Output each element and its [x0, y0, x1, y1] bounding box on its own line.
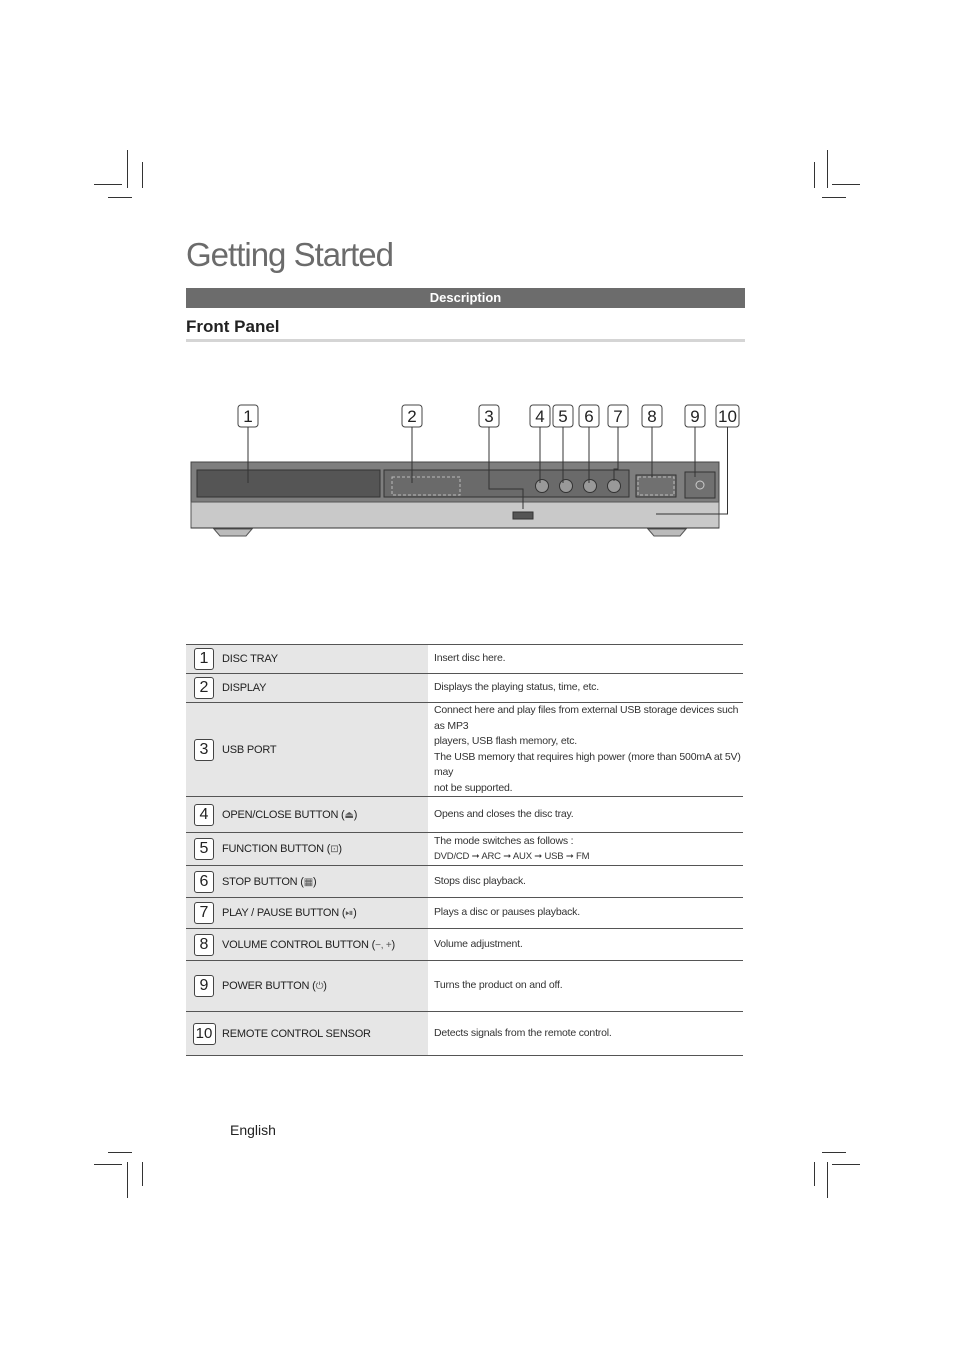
crop-mark	[814, 1162, 815, 1186]
table-row	[186, 929, 743, 961]
item-description: Volume adjustment.	[434, 937, 523, 950]
crop-mark	[108, 1152, 132, 1153]
crop-mark	[127, 1162, 128, 1198]
item-name-end: )	[353, 907, 357, 919]
table-row	[186, 703, 743, 797]
table-row	[186, 1012, 743, 1056]
item-name: USB PORT	[222, 743, 277, 756]
row-number: 5	[194, 838, 214, 860]
row-number: 8	[194, 934, 214, 956]
stop-button	[584, 480, 597, 493]
svg-text:5: 5	[558, 407, 568, 426]
item-name-end: )	[353, 808, 358, 821]
callout-1	[238, 405, 258, 427]
crop-mark	[108, 197, 132, 198]
item-name: POWER BUTTON (	[222, 980, 316, 992]
power-icon: ⏻	[315, 981, 324, 992]
crop-mark	[814, 162, 815, 188]
callout-9	[685, 405, 705, 427]
svg-text:1: 1	[243, 407, 253, 426]
row-number: 7	[194, 902, 214, 924]
item-description: Turns the product on and off.	[434, 979, 563, 992]
svg-text:7: 7	[613, 407, 623, 426]
crop-mark	[127, 150, 128, 188]
play-pause-button	[608, 480, 621, 493]
function-button	[560, 480, 573, 493]
row-number: 3	[194, 739, 214, 761]
row-number: 2	[194, 677, 214, 699]
row-number: 6	[194, 871, 214, 893]
callout-3	[479, 405, 499, 427]
function-icon: ⊡	[330, 844, 339, 855]
callout-10	[716, 405, 739, 427]
stop-icon: ▦	[303, 876, 313, 888]
chapter-title: Getting Started	[186, 236, 393, 273]
open-close-button	[536, 480, 549, 493]
item-description: Displays the playing status, time, etc.	[434, 681, 599, 694]
svg-text:4: 4	[535, 407, 545, 426]
crop-mark	[822, 197, 846, 198]
row-number: 9	[194, 975, 214, 997]
description-table	[186, 644, 743, 1056]
item-description: Insert disc here.	[434, 652, 506, 665]
svg-text:8: 8	[647, 407, 657, 426]
table-row	[186, 833, 743, 866]
callout-6	[579, 405, 599, 427]
item-description: players, USB flash memory, etc.	[434, 735, 577, 747]
item-name: FUNCTION BUTTON (	[222, 843, 331, 855]
crop-mark	[827, 150, 828, 188]
item-description: Plays a disc or pauses playback.	[434, 906, 580, 919]
row-number: 1	[194, 648, 214, 670]
item-description: The mode switches as follows :	[434, 834, 574, 847]
item-name: DISC TRAY	[222, 653, 278, 665]
table-row	[186, 866, 743, 898]
subsection-rule	[186, 339, 745, 342]
item-name: REMOTE CONTROL SENSOR	[222, 1027, 371, 1040]
svg-text:10: 10	[718, 407, 737, 426]
crop-mark	[827, 1162, 828, 1198]
front-panel-diagram	[186, 395, 745, 545]
item-name: DISPLAY	[222, 682, 267, 694]
table-row	[186, 898, 743, 929]
svg-text:3: 3	[484, 407, 494, 426]
row-number: 10	[193, 1023, 216, 1045]
svg-text:9: 9	[690, 407, 700, 426]
usb-port	[513, 512, 533, 519]
svg-text:6: 6	[584, 407, 594, 426]
callout-8	[642, 405, 662, 427]
callout-4	[530, 405, 550, 427]
item-name-end: )	[391, 938, 395, 951]
item-name: PLAY / PAUSE BUTTON (	[222, 907, 346, 919]
power-button	[685, 472, 715, 498]
device-foot	[214, 529, 252, 536]
item-name: VOLUME CONTROL BUTTON (	[222, 938, 376, 951]
crop-mark	[142, 162, 143, 188]
item-name-end: )	[313, 875, 317, 888]
item-name: STOP BUTTON (	[222, 875, 304, 888]
device-foot	[648, 529, 686, 536]
item-name: OPEN/CLOSE BUTTON (	[222, 808, 345, 821]
crop-mark	[142, 1162, 143, 1186]
table-row	[186, 797, 743, 833]
table-row	[186, 961, 743, 1012]
footer-language: English	[230, 1122, 276, 1138]
eject-icon: ⏏	[344, 809, 354, 821]
crop-mark	[94, 184, 122, 185]
item-description: Opens and closes the disc tray.	[434, 807, 574, 820]
section-bar: Description	[186, 288, 745, 308]
play-pause-icon: ⏯	[345, 908, 354, 919]
callout-7	[608, 405, 628, 427]
crop-mark	[94, 1164, 122, 1165]
callout-2	[402, 405, 422, 427]
item-description: Detects signals from the remote control.	[434, 1026, 612, 1039]
table-row	[186, 645, 743, 674]
item-description: DVD/CD ➞ ARC ➞ AUX ➞ USB ➞ FM	[434, 851, 590, 862]
volume-minus-plus-icon: −, +	[375, 939, 392, 951]
row-number: 4	[194, 804, 214, 826]
crop-mark	[832, 184, 860, 185]
item-description: not be supported.	[434, 781, 513, 794]
table-row	[186, 674, 743, 703]
disc-tray	[197, 470, 380, 497]
callout-5	[553, 405, 573, 427]
subsection-title: Front Panel	[186, 317, 280, 336]
crop-mark	[822, 1152, 846, 1153]
item-description: Connect here and play files from external USB storage devices such as MP3	[434, 704, 739, 732]
item-name-end: )	[323, 980, 327, 992]
item-name-end: )	[338, 843, 342, 855]
crop-mark	[832, 1164, 860, 1165]
item-description: Stops disc playback.	[434, 874, 526, 887]
svg-text:2: 2	[407, 407, 417, 426]
item-description: The USB memory that requires high power (more than 500mA at 5V) may	[434, 750, 741, 778]
volume-control	[636, 475, 676, 497]
